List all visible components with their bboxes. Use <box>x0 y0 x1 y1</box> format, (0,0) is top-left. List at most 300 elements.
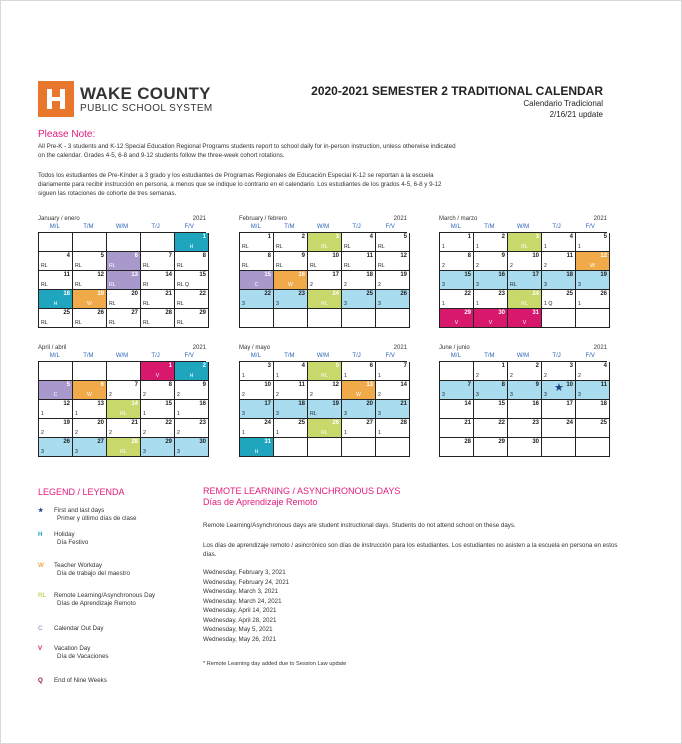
day-cell <box>175 419 209 438</box>
day-cell <box>576 400 610 419</box>
day-number: 28 <box>131 439 138 445</box>
day-code: H <box>189 244 194 250</box>
weekday-label: W/M <box>516 224 530 230</box>
weekday-label: M/L <box>450 353 461 359</box>
day-code: 1 <box>378 430 381 436</box>
logo-line2: PUBLIC SCHOOL SYSTEM <box>80 102 213 114</box>
day-number: 26 <box>400 291 407 297</box>
day-number: 16 <box>498 272 505 278</box>
day-cell <box>39 381 73 400</box>
day-code: RL <box>242 244 249 250</box>
day-cell <box>73 233 107 252</box>
weekday-label: M/L <box>49 224 60 230</box>
day-code: 2 <box>344 282 347 288</box>
day-cell <box>376 419 410 438</box>
day-number: 18 <box>566 272 573 278</box>
day-number: 25 <box>63 310 70 316</box>
day-code: RL <box>75 320 82 326</box>
day-number: 8 <box>501 382 505 388</box>
remote-heading-en: REMOTE LEARNING / ASYNCHRONOUS DAYS <box>203 486 401 496</box>
day-code: 2 <box>442 263 445 269</box>
day-code: V <box>454 320 459 326</box>
day-cell <box>73 381 107 400</box>
remote-date: Wednesday, March 3, 2021 <box>203 588 279 595</box>
weekday-header <box>239 224 407 232</box>
weekday-label: W/M <box>316 353 330 359</box>
remote-paragraph-en: Remote Learning/Asynchronous days are student instructional days. Students do not attend school on these days. <box>203 522 516 529</box>
day-number: 31 <box>532 310 539 316</box>
day-cell <box>141 362 175 381</box>
day-cell <box>308 309 342 328</box>
day-number: 30 <box>199 439 206 445</box>
day-number: 12 <box>332 382 339 388</box>
day-cell <box>240 309 274 328</box>
remote-date: Wednesday, April 14, 2021 <box>203 607 277 614</box>
day-code: 3 <box>442 282 445 288</box>
day-code: 3 <box>242 301 245 307</box>
day-number: 26 <box>332 420 339 426</box>
wcpss-logo <box>38 81 213 117</box>
day-code: RL <box>109 263 116 269</box>
day-code: RL <box>143 263 150 269</box>
month-grid <box>38 361 206 457</box>
day-cell <box>576 271 610 290</box>
day-code: 1 Q <box>544 301 553 307</box>
day-cell <box>107 271 141 290</box>
day-cell <box>175 438 209 457</box>
legend-label-en: Holiday <box>54 531 75 538</box>
day-cell <box>107 309 141 328</box>
day-number: 29 <box>165 439 172 445</box>
day-cell <box>274 252 308 271</box>
day-number: 24 <box>532 291 539 297</box>
day-code: RL <box>321 430 328 436</box>
remote-date: Wednesday, March 24, 2021 <box>203 597 282 605</box>
day-code: 2 <box>310 392 313 398</box>
day-cell <box>542 419 576 438</box>
day-code: 1 <box>177 411 180 417</box>
legend-symbol: W <box>38 562 44 569</box>
day-number: 25 <box>366 291 373 297</box>
day-cell <box>274 381 308 400</box>
day-code: 3 <box>510 392 513 398</box>
day-code: RL <box>177 263 184 269</box>
day-code: 3 <box>578 282 581 288</box>
day-cell <box>542 290 576 309</box>
day-number: 7 <box>403 363 407 369</box>
month-name: May / mayo <box>239 345 271 351</box>
day-code: C <box>53 392 58 398</box>
day-cell <box>342 362 376 381</box>
weekday-label: W/M <box>516 353 530 359</box>
month-calendar <box>38 345 206 457</box>
day-cell <box>440 233 474 252</box>
day-number: 15 <box>464 272 471 278</box>
star-icon: ★ <box>38 507 44 514</box>
weekday-header <box>439 353 607 361</box>
day-cell <box>342 290 376 309</box>
day-code: 3 <box>544 392 547 398</box>
day-number: 27 <box>366 420 373 426</box>
day-cell <box>576 290 610 309</box>
legend-label-es: Primer y último días de clase <box>57 515 137 522</box>
note-heading: Please Note: <box>38 129 96 140</box>
month-calendar <box>38 216 206 328</box>
day-code: 1 <box>344 373 347 379</box>
day-cell <box>39 252 73 271</box>
day-number: 9 <box>501 253 505 259</box>
day-code: 1 <box>344 430 347 436</box>
day-number: 19 <box>600 272 607 278</box>
day-number: 24 <box>264 420 271 426</box>
day-cell <box>73 362 107 381</box>
day-number: 21 <box>400 401 407 407</box>
day-cell <box>240 233 274 252</box>
day-code: 1 <box>476 301 479 307</box>
remote-date: Wednesday, May 5, 2021 <box>203 626 273 633</box>
day-cell <box>175 271 209 290</box>
day-number: 21 <box>464 420 471 426</box>
month-year: 2021 <box>593 216 607 222</box>
weekday-label: T/M <box>83 224 94 230</box>
day-code: 2 <box>177 430 180 436</box>
day-code: 3 <box>177 449 180 455</box>
day-number: 10 <box>532 253 539 259</box>
weekday-label: T/J <box>352 224 361 230</box>
day-cell <box>508 419 542 438</box>
day-number: 15 <box>199 272 206 278</box>
day-number: 2 <box>202 363 206 369</box>
day-cell <box>508 252 542 271</box>
day-cell <box>308 271 342 290</box>
day-code: RL <box>120 449 127 455</box>
day-number: 11 <box>566 253 573 259</box>
month-grid <box>439 232 607 328</box>
day-cell <box>576 362 610 381</box>
day-cell <box>107 233 141 252</box>
legend-label-en: Remote Learning/Asynchronous Day <box>54 592 156 599</box>
day-number: 15 <box>264 272 271 278</box>
day-cell <box>440 362 474 381</box>
weekday-label: W/M <box>115 353 129 359</box>
day-code: RL <box>344 244 351 250</box>
legend-symbol: RL <box>38 592 47 599</box>
month-grid <box>38 232 206 328</box>
day-number: 22 <box>165 420 172 426</box>
legend-label-en: Teacher Workday <box>54 562 103 569</box>
page-subtitle: Calendario Tradicional <box>523 99 603 108</box>
day-number: 4 <box>301 363 305 369</box>
weekday-label: T/J <box>552 224 561 230</box>
day-cell <box>175 362 209 381</box>
day-number: 1 <box>467 234 471 240</box>
day-cell <box>542 381 576 400</box>
day-cell <box>308 419 342 438</box>
day-code: 2 <box>378 282 381 288</box>
day-cell <box>308 290 342 309</box>
day-cell <box>542 271 576 290</box>
note-english: All Pre-K - 3 students and K-12 Special Education Regional Programs students report to school daily for in-person instruction, unless otherwise indicated on the calendar. Grades 4-5, 6-8 and 9-12 students follow the three-week cohort rotations. <box>38 143 456 159</box>
month-grid <box>439 361 607 457</box>
day-cell <box>107 400 141 419</box>
day-cell <box>141 290 175 309</box>
day-code: RL <box>41 320 48 326</box>
weekday-label: T/M <box>83 353 94 359</box>
day-cell <box>508 381 542 400</box>
day-code: 2 <box>510 263 513 269</box>
weekday-header <box>439 224 607 232</box>
day-cell <box>508 309 542 328</box>
day-number: 29 <box>464 310 471 316</box>
day-code: 1 <box>442 301 445 307</box>
day-cell <box>39 419 73 438</box>
month-name: February / febrero <box>239 216 288 222</box>
day-number: 11 <box>600 382 607 388</box>
day-number: 15 <box>165 401 172 407</box>
month-year: 2021 <box>192 216 206 222</box>
day-cell <box>274 362 308 381</box>
day-code: RL <box>75 263 82 269</box>
day-cell <box>141 252 175 271</box>
day-code: RL <box>120 411 127 417</box>
day-cell <box>141 233 175 252</box>
day-number: 15 <box>498 401 505 407</box>
day-cell <box>107 362 141 381</box>
day-cell <box>107 381 141 400</box>
day-cell <box>376 290 410 309</box>
day-cell <box>240 381 274 400</box>
legend-label-en: End of Nine Weeks <box>54 677 107 684</box>
legend-item <box>38 507 136 523</box>
day-number: 21 <box>165 291 172 297</box>
day-number: 5 <box>335 363 339 369</box>
day-code: 2 <box>109 392 112 398</box>
weekday-label: T/M <box>484 224 495 230</box>
legend-label-en: First and last days <box>54 507 105 514</box>
day-number: 4 <box>603 363 607 369</box>
day-cell <box>308 362 342 381</box>
day-code: RL <box>276 244 283 250</box>
weekday-label: T/J <box>151 224 160 230</box>
day-cell <box>141 271 175 290</box>
day-cell <box>39 438 73 457</box>
day-number: 24 <box>332 291 339 297</box>
legend-symbol: V <box>38 645 43 652</box>
remote-footnote: * Remote Learning day added due to Session Law update <box>203 661 347 667</box>
day-code: W <box>87 301 92 307</box>
day-code: RL <box>310 263 317 269</box>
day-number: 25 <box>566 291 573 297</box>
day-code: RL <box>510 282 517 288</box>
weekday-label: F/V <box>385 224 395 230</box>
day-cell <box>73 400 107 419</box>
day-number: 17 <box>264 401 271 407</box>
day-cell <box>240 271 274 290</box>
day-code: 2 <box>578 373 581 379</box>
month-name: January / enero <box>38 216 80 222</box>
day-cell <box>542 233 576 252</box>
remote-date: Wednesday, April 28, 2021 <box>203 616 277 624</box>
day-code: RL <box>242 263 249 269</box>
day-cell <box>376 381 410 400</box>
day-code: 3 <box>41 449 44 455</box>
day-number: 12 <box>400 253 407 259</box>
day-code: C <box>254 282 259 288</box>
day-cell <box>39 233 73 252</box>
legend-label-es: Día de trabajo del maestro <box>57 570 130 577</box>
legend-label-en: Calendar Out Day <box>54 625 104 632</box>
day-cell <box>107 438 141 457</box>
weekday-label: F/V <box>184 353 194 359</box>
day-number: 1 <box>202 234 206 240</box>
day-code: RL <box>276 263 283 269</box>
day-cell <box>440 271 474 290</box>
day-cell <box>141 400 175 419</box>
day-cell <box>274 290 308 309</box>
day-code: 3 <box>378 301 381 307</box>
day-cell <box>440 290 474 309</box>
day-code: 1 <box>578 244 581 250</box>
day-cell <box>107 419 141 438</box>
day-cell <box>440 252 474 271</box>
day-code: 1 <box>242 373 245 379</box>
day-number: 2 <box>535 363 539 369</box>
day-cell <box>542 400 576 419</box>
day-code: RL <box>321 373 328 379</box>
day-cell <box>474 419 508 438</box>
day-cell <box>39 290 73 309</box>
day-cell <box>576 381 610 400</box>
day-cell <box>342 400 376 419</box>
month-year: 2021 <box>192 345 206 351</box>
day-number: 10 <box>566 382 573 388</box>
day-number: 6 <box>134 253 138 259</box>
day-number: 29 <box>199 310 206 316</box>
day-cell <box>474 400 508 419</box>
day-cell <box>274 419 308 438</box>
month-calendar <box>239 216 407 328</box>
remote-heading-es: Días de Aprendizaje Remoto <box>203 497 318 507</box>
day-number: 2 <box>501 234 505 240</box>
day-cell <box>474 271 508 290</box>
day-cell <box>542 362 576 381</box>
last-day-star-icon: ★ <box>554 382 564 394</box>
month-name: March / marzo <box>439 216 478 222</box>
day-code: 2 <box>378 392 381 398</box>
day-number: 28 <box>400 420 407 426</box>
day-code: W <box>356 392 361 398</box>
day-number: 1 <box>267 234 271 240</box>
day-number: 8 <box>467 253 471 259</box>
day-code: V <box>155 373 160 379</box>
legend-symbol: H <box>38 531 43 538</box>
day-number: 5 <box>66 382 70 388</box>
day-cell <box>376 362 410 381</box>
day-cell <box>440 419 474 438</box>
day-cell <box>175 400 209 419</box>
day-number: 9 <box>301 253 305 259</box>
day-cell <box>542 438 576 457</box>
day-cell <box>376 271 410 290</box>
day-cell <box>308 400 342 419</box>
day-code: 1 <box>143 411 146 417</box>
day-number: 4 <box>369 234 373 240</box>
day-code: RL Q <box>177 282 189 288</box>
day-cell <box>274 271 308 290</box>
day-cell <box>376 309 410 328</box>
day-cell <box>440 309 474 328</box>
day-cell <box>240 400 274 419</box>
day-number: 26 <box>63 439 70 445</box>
day-number: 4 <box>66 253 70 259</box>
month-name: June / junio <box>439 345 470 351</box>
day-number: 22 <box>199 291 206 297</box>
day-number: 19 <box>332 401 339 407</box>
day-number: 3 <box>267 363 271 369</box>
day-code: 3 <box>476 392 479 398</box>
day-cell <box>440 381 474 400</box>
day-cell <box>73 309 107 328</box>
day-number: 1 <box>168 363 172 369</box>
day-cell <box>73 271 107 290</box>
day-cell <box>474 309 508 328</box>
day-code: H <box>53 301 58 307</box>
day-number: 9 <box>535 382 539 388</box>
day-cell <box>474 438 508 457</box>
day-cell <box>542 252 576 271</box>
day-number: 12 <box>97 272 104 278</box>
day-cell <box>73 252 107 271</box>
day-number: 12 <box>600 253 607 259</box>
day-number: 3 <box>569 363 573 369</box>
day-code: 2 <box>544 263 547 269</box>
weekday-label: W/M <box>316 224 330 230</box>
day-cell <box>576 419 610 438</box>
day-number: 28 <box>165 310 172 316</box>
day-code: 2 <box>75 430 78 436</box>
day-number: 30 <box>532 439 539 445</box>
day-code: 2 <box>510 373 513 379</box>
day-code: 3 <box>143 449 146 455</box>
day-number: 25 <box>600 420 607 426</box>
day-cell <box>542 309 576 328</box>
logo-line1: WAKE COUNTY <box>80 83 211 103</box>
day-number: 14 <box>165 272 172 278</box>
weekday-label: M/L <box>250 353 261 359</box>
weekday-header <box>239 353 407 361</box>
legend-label-en: Vacation Day <box>54 645 91 652</box>
day-cell <box>342 309 376 328</box>
day-number: 18 <box>600 401 607 407</box>
day-code: 3 <box>378 411 381 417</box>
day-number: 3 <box>535 234 539 240</box>
weekday-label: T/J <box>151 353 160 359</box>
day-code: 2 <box>242 392 245 398</box>
day-cell <box>508 271 542 290</box>
day-cell <box>39 362 73 381</box>
day-code: 2 <box>41 430 44 436</box>
legend-label-es: Día de Vacaciones <box>57 653 109 660</box>
day-number: 5 <box>403 234 407 240</box>
day-cell <box>107 252 141 271</box>
day-number: 30 <box>498 310 505 316</box>
day-number: 11 <box>63 272 70 278</box>
legend-item <box>38 645 108 661</box>
day-number: 31 <box>264 439 271 445</box>
day-code: 1 <box>544 244 547 250</box>
day-cell <box>308 438 342 457</box>
legend-item <box>38 625 104 633</box>
